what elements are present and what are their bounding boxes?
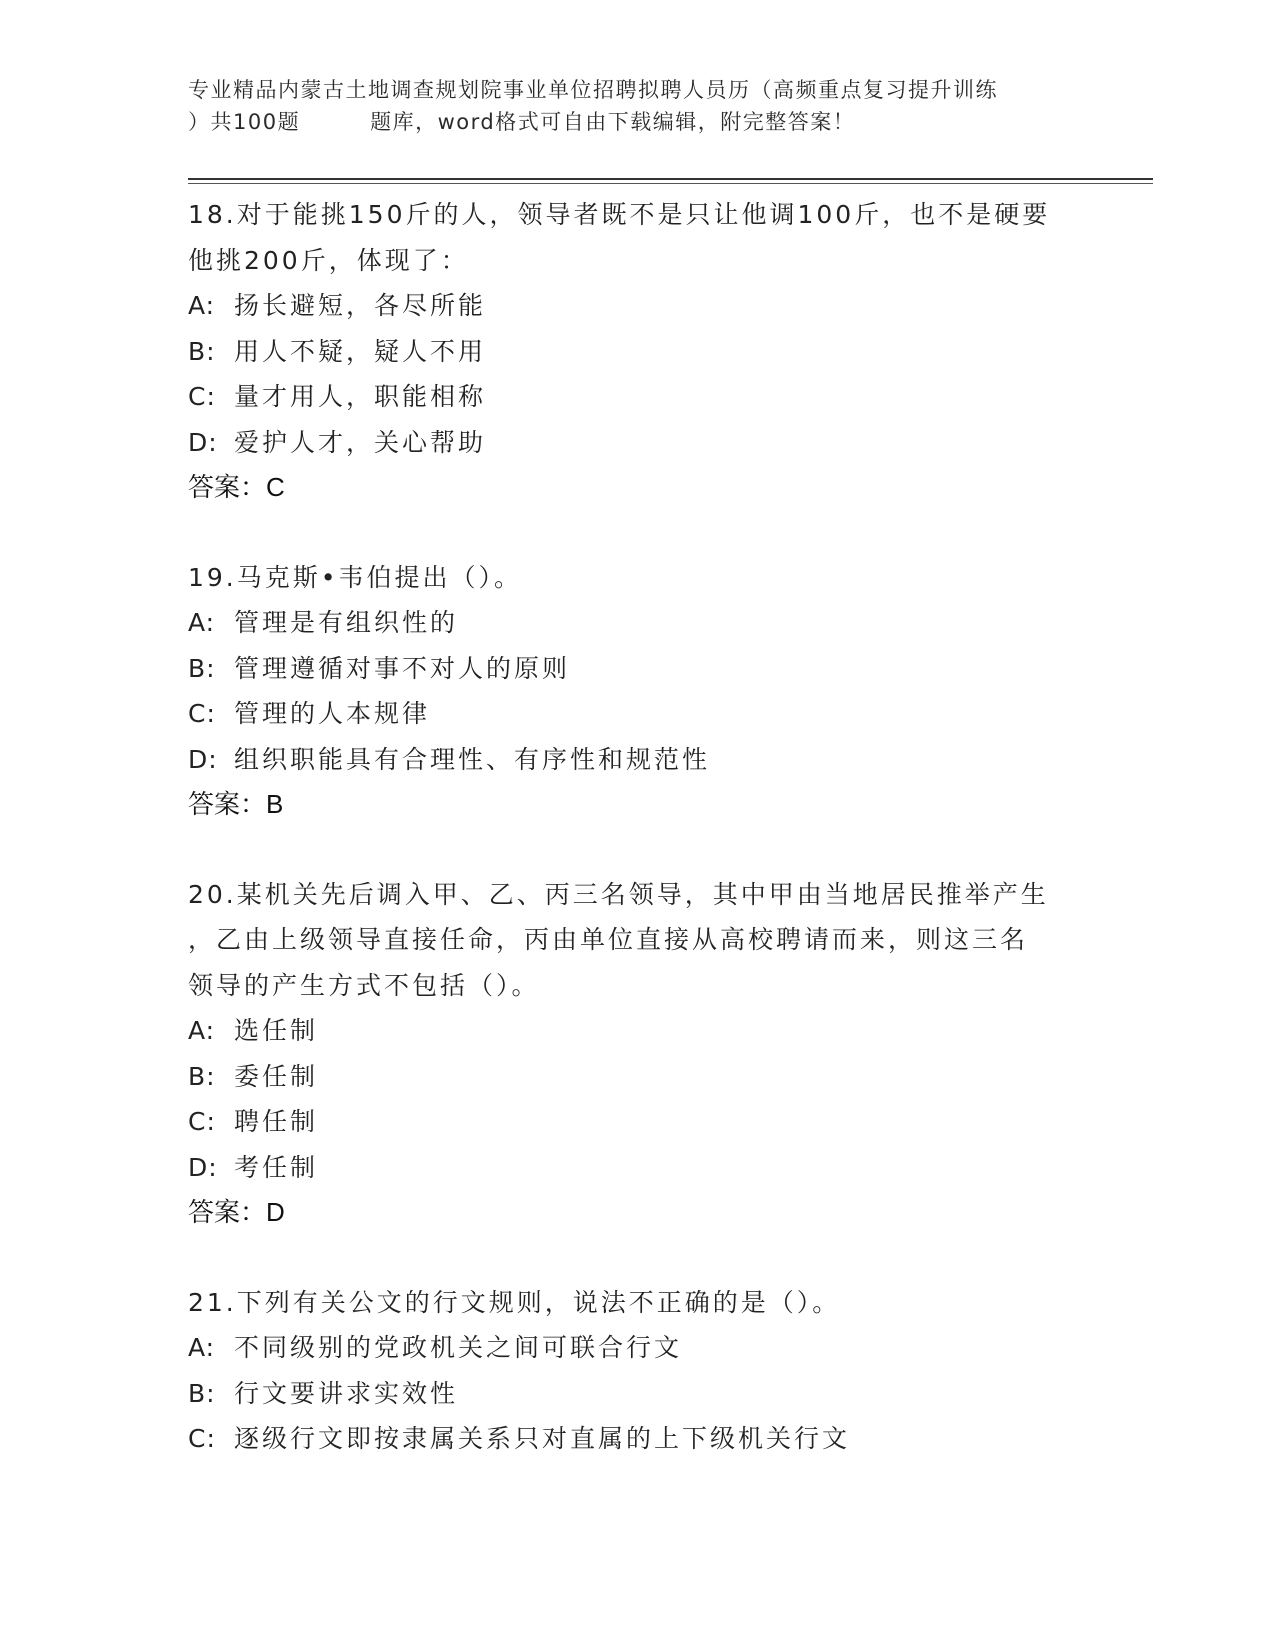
- header-subtitle-line: [188, 106, 1088, 138]
- header-divider-thick: [188, 178, 1153, 180]
- option-text: 行文要讲求实效性: [234, 1378, 459, 1408]
- option-key: A:: [188, 608, 216, 637]
- option-key: A:: [188, 291, 216, 320]
- option-b: [188, 1054, 1088, 1100]
- header-subtitle-part1: ）共100题: [188, 110, 301, 134]
- question-19: [188, 555, 1088, 828]
- option-a: [188, 1325, 1088, 1371]
- header-subtitle-part2: 题库，word格式可自由下载编辑，附完整答案！: [370, 110, 856, 134]
- question-list: [188, 192, 1088, 1506]
- option-text: 管理的人本规律: [234, 699, 431, 728]
- option-text: 不同级别的党政机关之间可联合行文: [234, 1333, 683, 1362]
- option-c: [188, 691, 1088, 737]
- question-18: [188, 192, 1088, 511]
- question-text-line: 他挑200斤，体现了：: [188, 245, 469, 275]
- option-key: D:: [188, 427, 218, 457]
- option-key: C:: [188, 1424, 216, 1453]
- answer-line: 答案：C: [188, 472, 285, 502]
- option-b: [188, 329, 1088, 375]
- option-c: [188, 374, 1088, 420]
- question-text-line: 20.某机关先后调入甲、乙、丙三名领导，其中甲由当地居民推举产生: [188, 879, 1049, 909]
- option-key: B:: [188, 1061, 216, 1091]
- header-title-line: 专业精品内蒙古土地调查规划院事业单位招聘拟聘人员历（高频重点复习提升训练: [188, 78, 998, 102]
- option-key: D:: [188, 1152, 218, 1182]
- header-divider-thin: [188, 183, 1153, 184]
- option-d: [188, 420, 1088, 466]
- question-text-line: 18.对于能挑150斤的人，领导者既不是只让他调100斤，也不是硬要: [188, 200, 1051, 229]
- document-header: [188, 74, 1088, 138]
- question-21: [188, 1280, 1088, 1462]
- option-text: 委任制: [234, 1061, 319, 1091]
- option-key: A:: [188, 1016, 216, 1045]
- option-d: [188, 737, 1088, 783]
- option-text: 量才用人，职能相称: [234, 382, 487, 411]
- option-key: B:: [188, 1378, 216, 1408]
- option-key: D:: [188, 744, 218, 774]
- option-text: 管理是有组织性的: [234, 608, 459, 637]
- option-a: [188, 283, 1088, 329]
- option-text: 考任制: [234, 1152, 319, 1182]
- question-text-line: 19.马克斯•韦伯提出（）。: [188, 562, 523, 592]
- answer-line: 答案：D: [188, 1197, 285, 1227]
- question-text-line: 21.下列有关公文的行文规则，说法不正确的是（）。: [188, 1287, 841, 1317]
- option-text: 组织职能具有合理性、有序性和规范性: [234, 744, 711, 774]
- question-text-line: ，乙由上级领导直接任命，丙由单位直接从高校聘请而来，则这三名: [188, 925, 1029, 954]
- option-text: 爱护人才，关心帮助: [234, 427, 487, 457]
- option-c: [188, 1099, 1088, 1145]
- option-a: [188, 1008, 1088, 1054]
- option-key: A:: [188, 1333, 216, 1362]
- option-key: C:: [188, 1107, 216, 1136]
- option-text: 管理遵循对事不对人的原则: [234, 653, 571, 683]
- option-key: C:: [188, 699, 216, 728]
- option-text: 聘任制: [234, 1107, 319, 1136]
- question-text-line: 领导的产生方式不包括（）。: [188, 970, 540, 1000]
- option-text: 扬长避短，各尽所能: [234, 291, 487, 320]
- option-b: [188, 1371, 1088, 1417]
- option-text: 选任制: [234, 1016, 319, 1045]
- answer-line: 答案：B: [188, 789, 284, 819]
- option-c: [188, 1416, 1088, 1462]
- option-text: 用人不疑，疑人不用: [234, 336, 487, 366]
- option-text: 逐级行文即按隶属关系只对直属的上下级机关行文: [234, 1424, 851, 1453]
- option-key: B:: [188, 653, 216, 683]
- option-a: [188, 600, 1088, 646]
- question-20: [188, 872, 1088, 1236]
- option-key: C:: [188, 382, 216, 411]
- option-key: B:: [188, 336, 216, 366]
- option-d: [188, 1145, 1088, 1191]
- option-b: [188, 646, 1088, 692]
